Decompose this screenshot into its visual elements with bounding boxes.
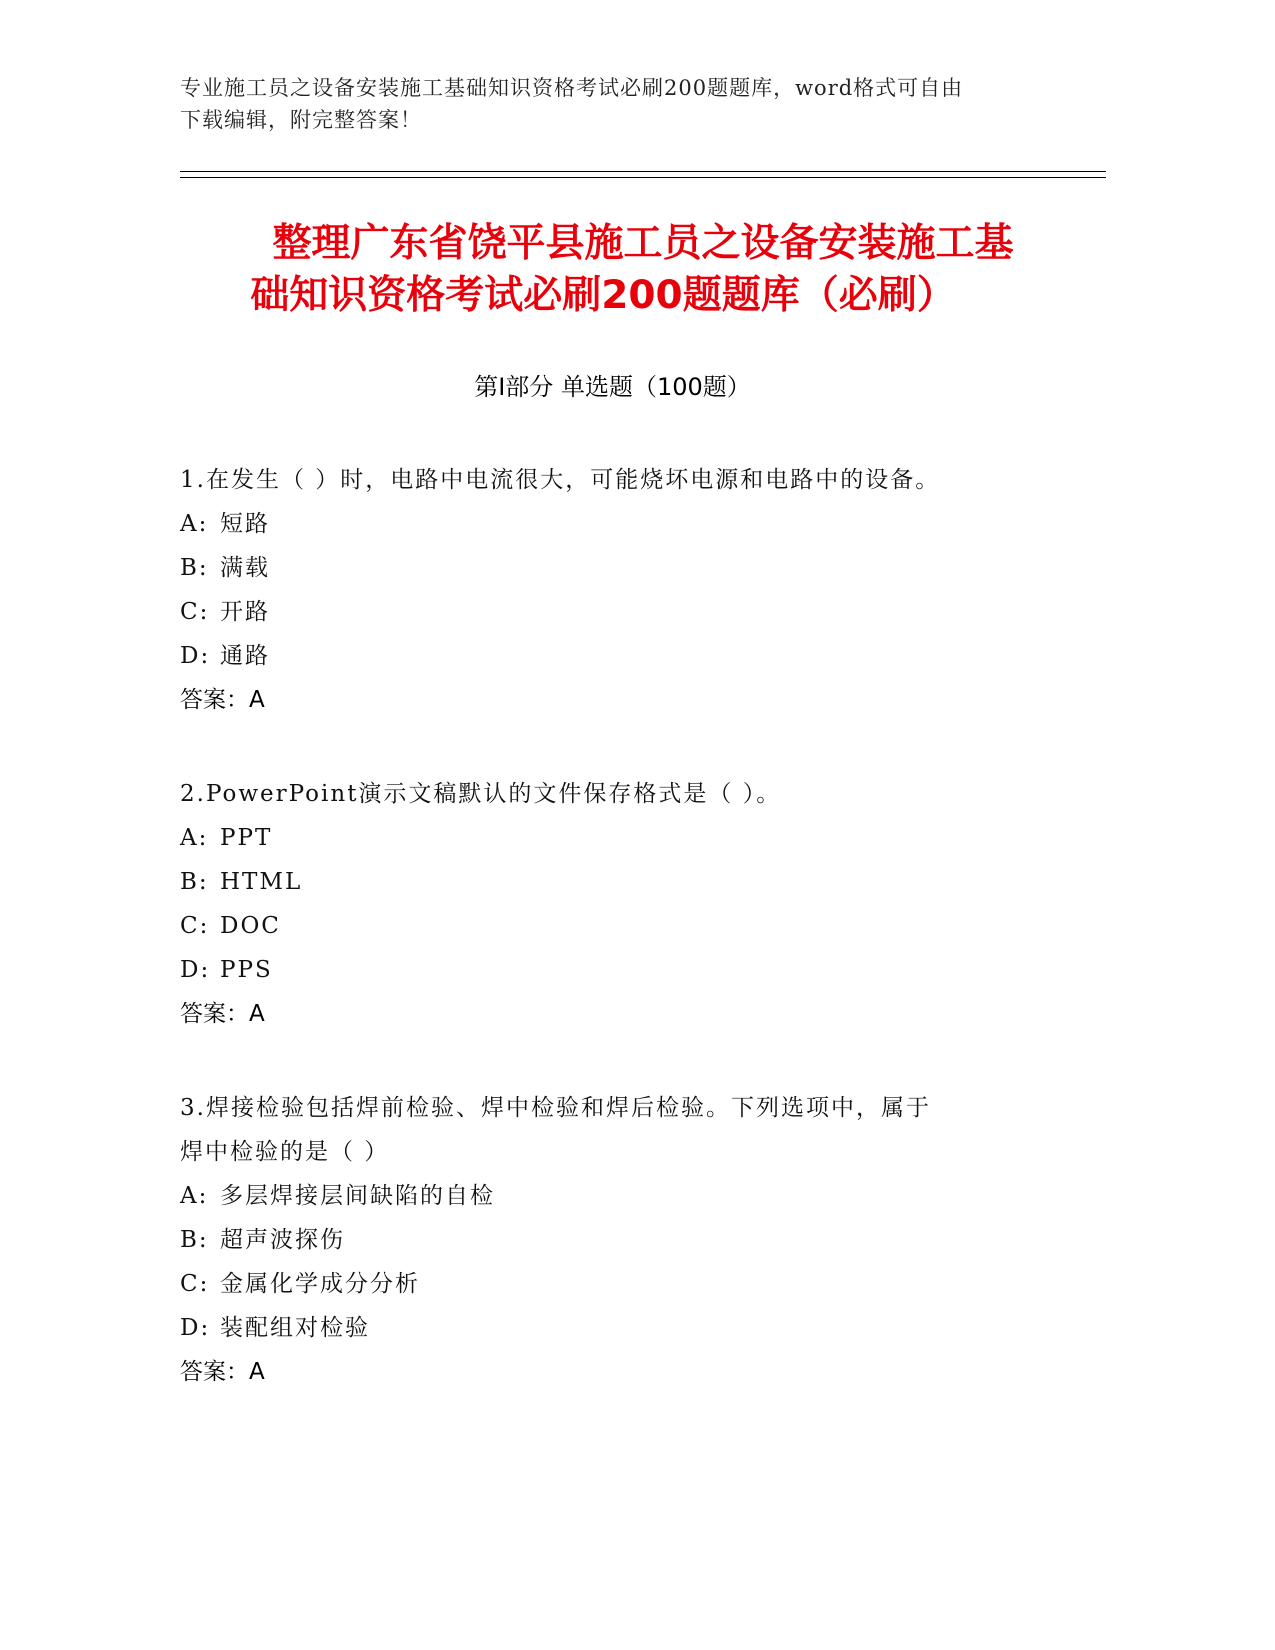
- option-d: [180, 1306, 1040, 1350]
- option-key: C:: [180, 1271, 210, 1297]
- option-b: [180, 1218, 1040, 1262]
- option-key: A:: [180, 825, 209, 851]
- header-note-line: 专业施工员之设备安装施工基础知识资格考试必刷200题题库，word格式可自由: [180, 76, 964, 100]
- option-text: 开路: [220, 599, 270, 625]
- option-text: HTML: [220, 869, 303, 895]
- question-item: [180, 772, 1040, 1036]
- option-key: C:: [180, 913, 210, 939]
- option-key: B:: [180, 869, 209, 895]
- header-note: [180, 72, 1080, 136]
- option-a: [180, 1174, 1040, 1218]
- option-text: 短路: [220, 511, 270, 537]
- option-text: 金属化学成分分析: [220, 1271, 420, 1297]
- question-list: [180, 458, 1040, 1444]
- option-text: 装配组对检验: [220, 1315, 370, 1341]
- header-rule-top: [180, 171, 1106, 172]
- option-key: B:: [180, 555, 209, 581]
- option-text: 满载: [220, 555, 270, 581]
- option-text: PPS: [220, 957, 273, 983]
- answer-text: 答案：A: [180, 687, 265, 713]
- document-title-line: 整理广东省饶平县施工员之设备安装施工基: [272, 221, 1014, 266]
- document-title: [180, 218, 1106, 322]
- answer-text: 答案：A: [180, 1359, 265, 1385]
- option-key: D:: [180, 1315, 211, 1341]
- option-text: PPT: [220, 825, 273, 851]
- option-b: [180, 860, 1040, 904]
- option-key: C:: [180, 599, 210, 625]
- option-text: DOC: [220, 913, 281, 939]
- answer-text: 答案：A: [180, 1001, 265, 1027]
- option-a: [180, 816, 1040, 860]
- question-item: [180, 458, 1040, 722]
- option-c: [180, 904, 1040, 948]
- option-key: B:: [180, 1227, 209, 1253]
- question-text: 1.在发生（ ）时，电路中电流很大，可能烧坏电源和电路中的设备。: [180, 467, 941, 493]
- header-rule-bottom: [180, 177, 1106, 178]
- option-c: [180, 590, 1040, 634]
- question-text: 2.PowerPoint演示文稿默认的文件保存格式是（ ）。: [180, 781, 782, 807]
- question-text-continued: 焊中检验的是（ ）: [180, 1139, 390, 1165]
- option-key: D:: [180, 957, 211, 983]
- question-item: [180, 1086, 1040, 1394]
- section-title: 第Ⅰ部分 单选题（100题）: [474, 373, 751, 401]
- option-key: D:: [180, 643, 211, 669]
- header-note-line: 下载编辑，附完整答案！: [180, 108, 422, 132]
- option-key: A:: [180, 511, 209, 537]
- option-c: [180, 1262, 1040, 1306]
- option-d: [180, 634, 1040, 678]
- question-text: 3.焊接检验包括焊前检验、焊中检验和焊后检验。下列选项中，属于: [180, 1095, 931, 1121]
- option-key: A:: [180, 1183, 209, 1209]
- option-d: [180, 948, 1040, 992]
- option-text: 超声波探伤: [220, 1227, 345, 1253]
- document-title-line: 础知识资格考试必刷200题题库（必刷）: [250, 273, 956, 318]
- option-a: [180, 502, 1040, 546]
- option-b: [180, 546, 1040, 590]
- option-text: 通路: [220, 643, 270, 669]
- option-text: 多层焊接层间缺陷的自检: [220, 1183, 495, 1209]
